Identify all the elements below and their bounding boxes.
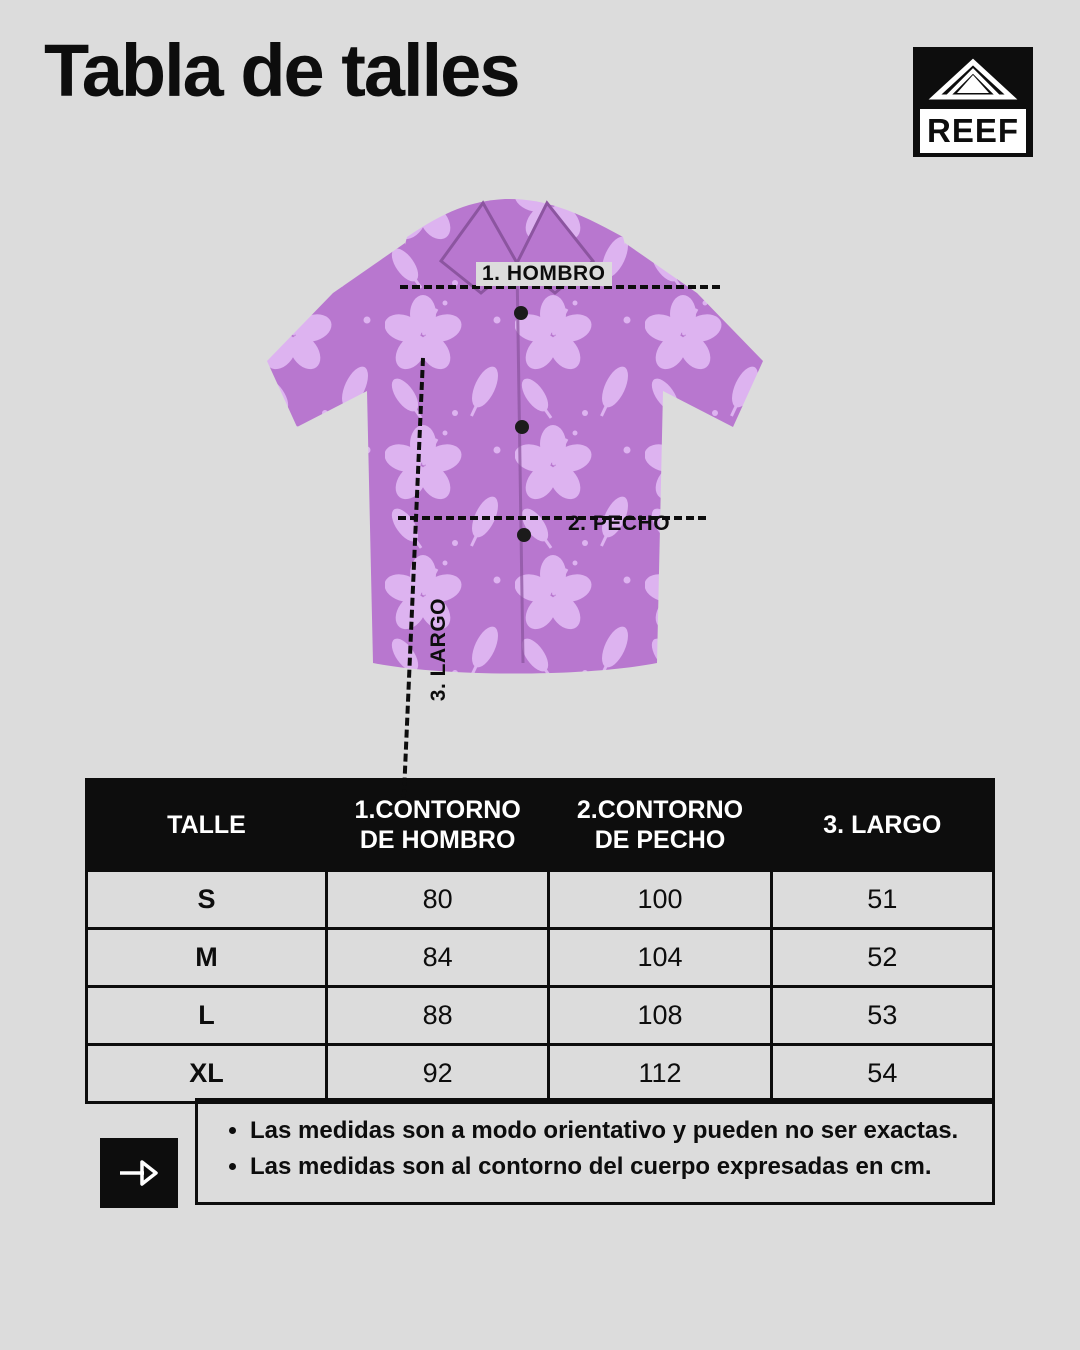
note-item: • Las medidas son al contorno del cuerpo expresadas en cm. — [250, 1151, 970, 1183]
callout-label-pecho: 2. PECHO — [568, 512, 671, 535]
cell-talle: S — [87, 871, 327, 929]
cell-largo: 54 — [771, 1045, 993, 1103]
size-table — [85, 778, 995, 1104]
header-talle: TALLE — [87, 780, 327, 871]
cell-hombro: 80 — [327, 871, 549, 929]
cell-hombro: 88 — [327, 987, 549, 1045]
cell-hombro: 84 — [327, 929, 549, 987]
cell-largo: 53 — [771, 987, 993, 1045]
garment-illustration — [0, 130, 1080, 740]
table-row — [87, 929, 994, 987]
cell-talle: XL — [87, 1045, 327, 1103]
cell-largo: 51 — [771, 871, 993, 929]
table-header-row — [87, 780, 994, 871]
table-row — [87, 987, 994, 1045]
cell-pecho: 108 — [549, 987, 771, 1045]
page-title: Tabla de talles — [44, 29, 519, 112]
notes-box — [195, 1098, 995, 1205]
cell-talle: M — [87, 929, 327, 987]
cell-pecho: 104 — [549, 929, 771, 987]
cell-hombro: 92 — [327, 1045, 549, 1103]
cell-pecho: 100 — [549, 871, 771, 929]
table-row — [87, 1045, 994, 1103]
shirt-graphic — [255, 165, 775, 685]
cell-pecho: 112 — [549, 1045, 771, 1103]
cell-largo: 52 — [771, 929, 993, 987]
callout-label-largo: 3. LARGO — [427, 598, 450, 702]
header-contorno-hombro: 1.CONTORNO DE HOMBRO — [327, 780, 549, 871]
reef-wave-icon — [927, 53, 1019, 105]
arrow-right-icon — [100, 1138, 178, 1208]
brand-wordmark: REEF — [920, 109, 1026, 153]
note-item: • Las medidas son a modo orientativo y pueden no ser exactas. — [250, 1115, 970, 1147]
header-largo: 3. LARGO — [771, 780, 993, 871]
header-contorno-pecho: 2.CONTORNO DE PECHO — [549, 780, 771, 871]
callout-label-hombro: 1. HOMBRO — [476, 262, 612, 286]
table-row — [87, 871, 994, 929]
cell-talle: L — [87, 987, 327, 1045]
